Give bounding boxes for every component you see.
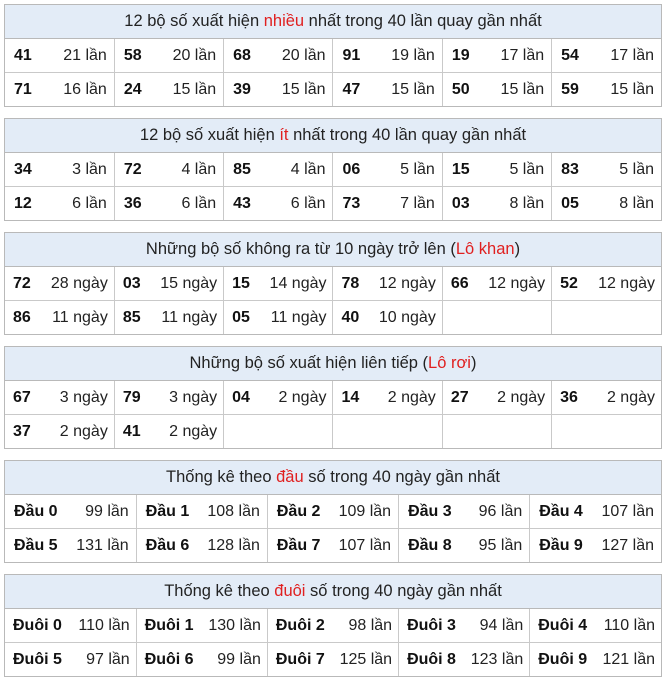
table-cell <box>224 73 333 107</box>
table-row <box>5 39 661 73</box>
table-cell <box>5 529 136 563</box>
cell-key: 66 <box>450 274 469 292</box>
title-post: ) <box>514 240 521 258</box>
stats-table <box>5 381 661 448</box>
title-pre: Những bộ số xuất hiện liên tiếp ( <box>189 354 429 372</box>
table-cell <box>5 495 136 529</box>
cell-value: 6 lần <box>181 194 217 212</box>
cell-value: 8 lần <box>509 194 545 212</box>
cell-key: 04 <box>232 388 250 406</box>
table-cell <box>333 153 442 187</box>
section-title <box>5 461 661 495</box>
cell-value: 2 ngày <box>387 388 436 406</box>
table-cell <box>333 73 442 107</box>
cell-value: 3 lần <box>72 160 107 178</box>
table-cell <box>333 187 442 221</box>
cell-value: 12 ngày <box>598 274 655 292</box>
cell-value: 3 ngày <box>59 388 108 406</box>
cell-value: 11 ngày <box>52 308 108 326</box>
table-cell <box>552 415 661 449</box>
cell-key: Đầu 0 <box>14 502 58 520</box>
cell-key: 67 <box>13 388 31 406</box>
cell-key: 36 <box>560 388 578 406</box>
cell-value: 123 lần <box>470 650 524 668</box>
table-cell <box>267 609 398 643</box>
table-cell <box>530 495 661 529</box>
cell-value: 107 lần <box>338 536 392 554</box>
cell-value: 108 lần <box>207 502 260 520</box>
cell-value: 128 lần <box>207 536 260 554</box>
cell-value: 99 lần <box>85 502 129 520</box>
table-cell <box>399 609 530 643</box>
cell-key: Đuôi 4 <box>538 616 588 634</box>
cell-value: 97 lần <box>86 650 130 668</box>
table-cell <box>114 267 223 301</box>
cell-key: 86 <box>13 308 31 326</box>
title-highlight: Lô khan <box>455 240 515 258</box>
cell-key: 34 <box>14 160 32 178</box>
cell-value: 5 lần <box>509 160 545 178</box>
cell-key: Đầu 3 <box>408 502 452 520</box>
table-row <box>5 415 661 449</box>
cell-key: 85 <box>122 308 141 326</box>
cell-value: 20 lần <box>281 46 326 64</box>
table-cell <box>530 643 661 677</box>
table-cell <box>442 415 551 449</box>
cell-key: Đầu 2 <box>276 502 321 520</box>
cell-key: 12 <box>14 194 32 212</box>
stats-table <box>5 39 661 106</box>
table-cell <box>399 495 530 529</box>
title-highlight: ít <box>279 126 289 144</box>
cell-key: 50 <box>451 80 470 98</box>
table-cell <box>224 381 333 415</box>
cell-key: 06 <box>342 160 361 178</box>
table-cell <box>114 73 223 107</box>
title-highlight: Lô rơi <box>428 354 471 372</box>
cell-key: Đuôi 0 <box>13 616 62 634</box>
table-cell <box>442 381 551 415</box>
cell-value: 110 lần <box>78 616 130 634</box>
cell-value: 5 lần <box>400 160 435 178</box>
cell-key: Đuôi 7 <box>275 650 325 668</box>
table-cell <box>5 643 136 677</box>
cell-value: 2 ngày <box>606 388 655 406</box>
table-row <box>5 609 661 643</box>
table-cell <box>552 381 661 415</box>
cell-value: 96 lần <box>478 502 523 520</box>
cell-value: 10 ngày <box>378 308 436 326</box>
cell-key: 54 <box>561 46 579 64</box>
cell-key: 05 <box>561 194 579 212</box>
table-cell <box>552 267 661 301</box>
table-cell <box>114 381 223 415</box>
cell-value: 4 lần <box>181 160 217 178</box>
cell-key: Đầu 1 <box>145 502 190 520</box>
cell-key: 41 <box>122 422 141 440</box>
cell-value: 110 lần <box>603 616 655 634</box>
most-frequent-section <box>4 4 662 107</box>
table-cell <box>224 187 333 221</box>
table-row <box>5 529 661 563</box>
table-cell <box>267 643 398 677</box>
cell-key: Đuôi 1 <box>144 616 194 634</box>
cell-key: 15 <box>451 160 470 178</box>
duoi-stats-section <box>4 574 662 677</box>
section-title <box>5 119 661 153</box>
cell-value: 109 lần <box>338 502 392 520</box>
cell-key: 36 <box>123 194 142 212</box>
least-frequent-section <box>4 118 662 221</box>
table-cell <box>442 267 551 301</box>
cell-key: Đuôi 2 <box>275 616 325 634</box>
cell-value: 11 ngày <box>161 308 218 326</box>
stats-table <box>5 153 661 220</box>
table-row <box>5 73 661 107</box>
cell-value: 131 lần <box>76 536 129 554</box>
table-cell <box>267 495 398 529</box>
title-post: nhất trong 40 lần quay gần nhất <box>288 126 527 144</box>
section-title <box>5 575 661 609</box>
table-cell <box>114 187 223 221</box>
cell-key: Đầu 9 <box>539 536 583 554</box>
table-cell <box>442 301 551 335</box>
table-cell <box>442 187 551 221</box>
section-title <box>5 347 661 381</box>
cell-key: 15 <box>232 274 250 292</box>
cell-value: 2 ngày <box>59 422 108 440</box>
table-cell <box>136 643 267 677</box>
cell-key: 68 <box>233 46 251 64</box>
title-highlight: đuôi <box>274 582 306 600</box>
cell-key: 27 <box>450 388 469 406</box>
table-cell <box>5 39 114 73</box>
cell-value: 16 lần <box>63 80 107 98</box>
cell-key: 78 <box>341 274 360 292</box>
cell-key: 39 <box>233 80 251 98</box>
cell-key: 43 <box>233 194 251 212</box>
cell-key: 85 <box>233 160 251 178</box>
lo-roi-section <box>4 346 662 449</box>
table-cell <box>136 609 267 643</box>
cell-key: 47 <box>342 80 361 98</box>
title-highlight: nhiều <box>263 12 305 30</box>
cell-key: 05 <box>232 308 250 326</box>
dau-stats-section <box>4 460 662 563</box>
cell-value: 2 ngày <box>278 388 327 406</box>
cell-key: Đuôi 5 <box>13 650 62 668</box>
table-cell <box>399 529 530 563</box>
cell-value: 6 lần <box>72 194 107 212</box>
cell-value: 15 lần <box>391 80 435 98</box>
title-post: số trong 40 ngày gần nhất <box>303 468 500 486</box>
table-cell <box>136 529 267 563</box>
title-pre: Thống kê theo <box>164 582 275 600</box>
cell-key: 03 <box>451 194 470 212</box>
cell-key: 72 <box>123 160 142 178</box>
table-cell <box>224 39 333 73</box>
cell-key: 73 <box>342 194 361 212</box>
title-post: ) <box>470 354 477 372</box>
title-highlight: đầu <box>276 468 304 486</box>
table-cell <box>552 73 661 107</box>
cell-key: 40 <box>341 308 360 326</box>
table-cell <box>267 529 398 563</box>
cell-value: 15 lần <box>500 80 545 98</box>
lo-khan-section <box>4 232 662 335</box>
cell-value: 19 lần <box>391 46 435 64</box>
table-cell <box>5 153 114 187</box>
cell-value: 2 ngày <box>169 422 218 440</box>
table-cell <box>333 415 442 449</box>
cell-key: 14 <box>341 388 360 406</box>
table-cell <box>224 415 333 449</box>
cell-key: 91 <box>342 46 361 64</box>
cell-key: 41 <box>14 46 32 64</box>
cell-value: 21 lần <box>63 46 107 64</box>
cell-value: 3 ngày <box>169 388 218 406</box>
table-cell <box>399 643 530 677</box>
table-cell <box>5 73 114 107</box>
stats-table <box>5 267 661 334</box>
table-cell <box>333 301 442 335</box>
stats-table <box>5 495 661 562</box>
table-cell <box>442 73 551 107</box>
title-post: số trong 40 ngày gần nhất <box>305 582 502 600</box>
table-cell <box>552 187 661 221</box>
cell-value: 7 lần <box>400 194 435 212</box>
cell-key: 19 <box>451 46 470 64</box>
cell-value: 12 ngày <box>378 274 436 292</box>
cell-key: 83 <box>561 160 579 178</box>
cell-value: 95 lần <box>478 536 523 554</box>
table-cell <box>442 39 551 73</box>
table-cell <box>114 301 223 335</box>
table-cell <box>114 153 223 187</box>
table-row <box>5 267 661 301</box>
cell-value: 125 lần <box>339 650 393 668</box>
table-row <box>5 153 661 187</box>
table-row <box>5 495 661 529</box>
table-cell <box>5 609 136 643</box>
title-post: nhất trong 40 lần quay gần nhất <box>304 12 542 30</box>
cell-key: Đầu 4 <box>539 502 583 520</box>
table-cell <box>5 381 114 415</box>
title-pre: Những bộ số không ra từ 10 ngày trở lên ( <box>145 240 456 258</box>
cell-value: 15 lần <box>172 80 217 98</box>
table-cell <box>224 301 333 335</box>
table-cell <box>333 381 442 415</box>
table-row <box>5 381 661 415</box>
section-title <box>5 5 661 39</box>
table-cell <box>530 609 661 643</box>
title-pre: 12 bộ số xuất hiện <box>124 12 264 30</box>
table-cell <box>114 415 223 449</box>
cell-key: 72 <box>13 274 31 292</box>
cell-key: 59 <box>561 80 579 98</box>
table-row <box>5 187 661 221</box>
cell-value: 130 lần <box>208 616 261 634</box>
table-cell <box>136 495 267 529</box>
cell-value: 14 ngày <box>269 274 327 292</box>
cell-value: 121 lần <box>602 650 655 668</box>
cell-value: 4 lần <box>290 160 326 178</box>
cell-value: 8 lần <box>619 194 654 212</box>
section-title <box>5 233 661 267</box>
cell-value: 6 lần <box>290 194 326 212</box>
cell-value: 17 lần <box>500 46 545 64</box>
cell-value: 2 ngày <box>497 388 546 406</box>
cell-key: 24 <box>123 80 142 98</box>
title-pre: 12 bộ số xuất hiện <box>139 126 280 144</box>
cell-key: Đuôi 8 <box>407 650 456 668</box>
cell-value: 12 ngày <box>488 274 546 292</box>
table-row <box>5 301 661 335</box>
cell-key: Đầu 7 <box>276 536 321 554</box>
cell-value: 94 lần <box>479 616 524 634</box>
cell-key: Đuôi 6 <box>144 650 194 668</box>
table-cell <box>224 153 333 187</box>
cell-value: 127 lần <box>601 536 654 554</box>
table-cell <box>552 301 661 335</box>
cell-value: 17 lần <box>610 46 654 64</box>
cell-key: 37 <box>13 422 31 440</box>
table-cell <box>5 187 114 221</box>
table-cell <box>552 39 661 73</box>
table-cell <box>442 153 551 187</box>
cell-key: Đầu 5 <box>14 536 58 554</box>
cell-value: 15 ngày <box>160 274 218 292</box>
cell-key: Đầu 8 <box>408 536 452 554</box>
cell-key: Đuôi 3 <box>407 616 456 634</box>
cell-value: 5 lần <box>619 160 654 178</box>
table-cell <box>114 39 223 73</box>
cell-value: 15 lần <box>281 80 326 98</box>
table-cell <box>5 267 114 301</box>
cell-key: 79 <box>122 388 141 406</box>
cell-value: 11 ngày <box>270 308 327 326</box>
cell-value: 20 lần <box>172 46 217 64</box>
table-cell <box>5 301 114 335</box>
cell-key: 71 <box>14 80 32 98</box>
cell-key: Đầu 6 <box>145 536 190 554</box>
cell-value: 15 lần <box>610 80 654 98</box>
cell-value: 99 lần <box>217 650 261 668</box>
cell-value: 107 lần <box>601 502 654 520</box>
table-cell <box>333 267 442 301</box>
cell-key: 52 <box>560 274 578 292</box>
cell-value: 28 ngày <box>50 274 108 292</box>
table-cell <box>333 39 442 73</box>
cell-key: Đuôi 9 <box>538 650 588 668</box>
table-cell <box>5 415 114 449</box>
cell-value: 98 lần <box>348 616 393 634</box>
table-row <box>5 643 661 677</box>
table-cell <box>530 529 661 563</box>
table-cell <box>224 267 333 301</box>
cell-key: 58 <box>123 46 142 64</box>
stats-table <box>5 609 661 676</box>
cell-key: 03 <box>122 274 141 292</box>
title-pre: Thống kê theo <box>166 468 277 486</box>
table-cell <box>552 153 661 187</box>
